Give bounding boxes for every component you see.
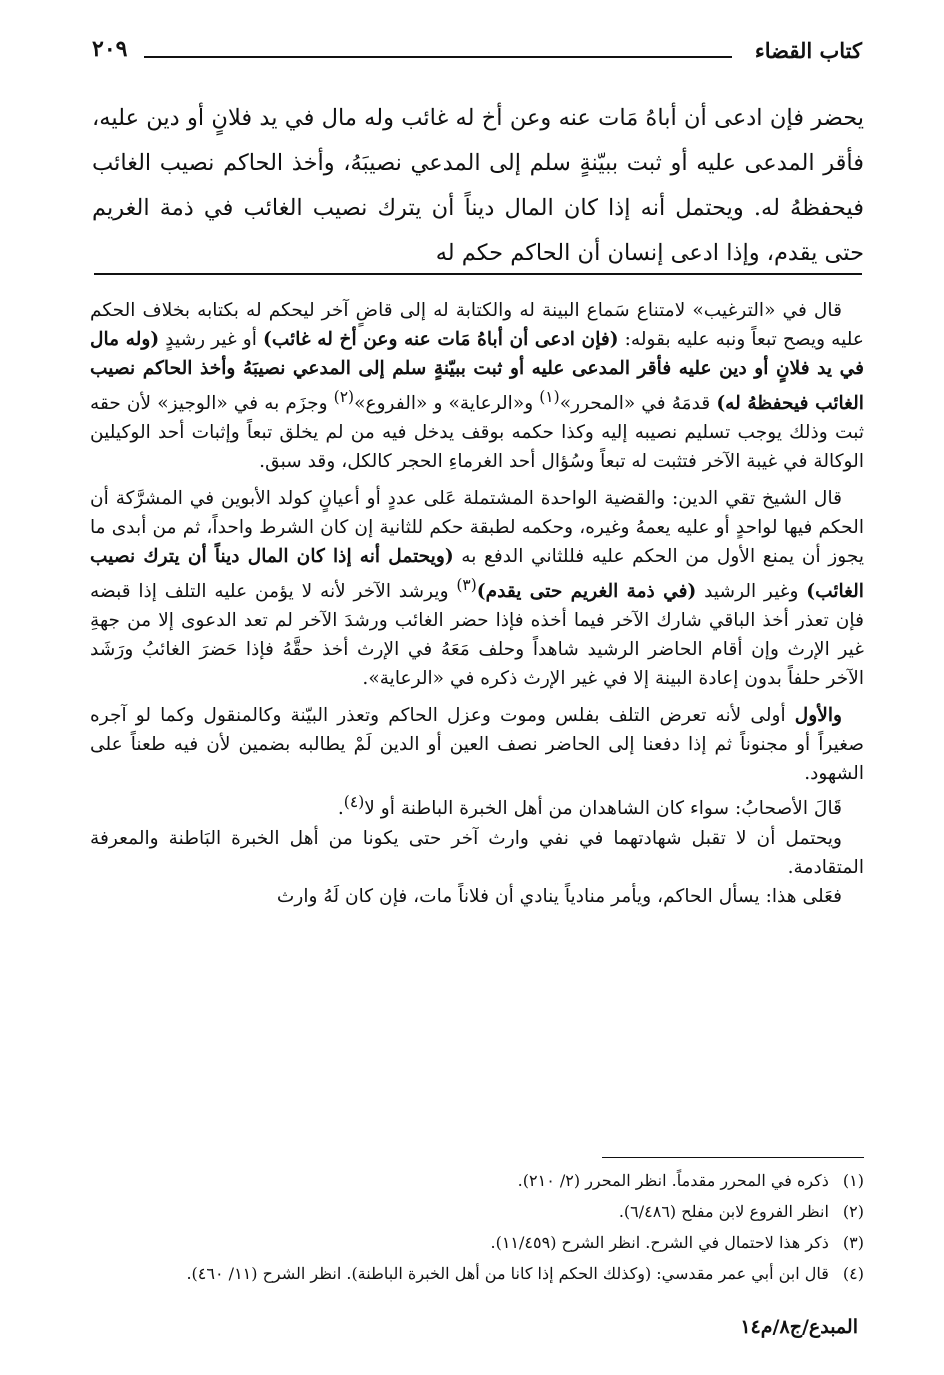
commentary xyxy=(90,296,864,911)
quoted-matn: (وله مال في يد فلانٍ أو دين عليه فأقر المدعى عليه أو ثبت ببيّنةٍ سلم إلى المدعي نصيبَهُ وأخذ الحاكم نصيب الغائب فيحفظهُ له) xyxy=(90,329,864,415)
page-header xyxy=(92,34,862,70)
footnote-ref: (٣) xyxy=(456,576,477,595)
footnote: (١) ذكره في المحرر مقدماً. انظر المحرر (٢/ ٢١٠). xyxy=(517,1171,864,1190)
chapter-title: كتاب القضاء xyxy=(754,38,862,63)
footnote-ref: (١) xyxy=(539,388,560,406)
main-text: يحضر فإن ادعى أن أباهُ مَات عنه وعن أخ له غائب وله مال في يد فلانٍ أو دين عليه، فأقر المدعى عليه أو ثبت ببيّنةٍ سلم إلى المدعي نصيبَهُ، وأخذ الحاكم نصيب الغائب فيحفظهُ له. ويحتمل أنه إذا كان المال ديناً أن يترك نصيب الغائب في ذمة الغريم حتى يقدم، وإذا ادعى إنسان أن الحاكم حكم له xyxy=(92,105,864,266)
commentary-paragraph: قال في «الترغيب» لامتناع سَماع البينة له والكتابة له إلى قاضٍ آخر ليحكم له بكتابه بخلاف الحكم عليه ويصح تبعاً ونبه عليه بقوله: (فإن ادعى أن أباهُ مَات عنه وعن أخ له غائب) أو غير رشيدٍ (وله مال في يد فلانٍ أو دين عليه فأقر المدعى عليه أو ثبت ببيّنةٍ سلم إلى المدعي نصيبَهُ وأخذ الحاكم نصيب الغائب فيحفظهُ له) قدمَهُ في «المحرر»$^{(١)}$ و«الرعاية» و «الفروع»$^{(٢)}$ وجزَم به في «الوجيز» لأن حقه ثبت وذلك يوجب تسليم نصيبه إليه وكذا حكمه بوقف يدخل فيه من لم يخلق تبعاً وإثبات أحد الوكيلين الوكالة في غيبة الآخر فتثبت له تبعاً وسُؤال أحد الغرماءِ الحجر كالكل، وقد سبق. xyxy=(90,300,864,473)
footnote: (٤) قال ابن أبي عمر مقدسي: (وكذلك الحكم إذا كانا من أهل الخبرة الباطنة). انظر الشرح (١١/ ٤٦٠). xyxy=(186,1264,864,1283)
commentary-paragraph: قال الشيخ تقي الدين: والقضية الواحدة المشتملة عَلى عددٍ أو أعيانٍ كولد الأبوين في المشرَّكة أن الحكم فيها لواحدٍ أو عليه يعمهُ وغيره، وحكمه لطبقة حكم للثانية إن كان الشرط واحداً، ثم من أبدى ما يجوز أن يمنع الأول من الحكم عليه فللثاني الدفع به (ويحتمل أنه إذا كان المال ديناً أن يترك نصيب الغائب) وغير الرشيد (في ذمة الغريم حتى يقدم)$^{(٣)}$ ويرشد الآخر لأنه لا يؤمن عليه التلف إذا قبضه فإن تعذر أخذ الباقي شارك الآخر فيما أخذه فإذا حضر الغائب ورشدَ الآخر لم تعد الدعوى إلا من جهةِ غير الإرث وإن أقام الحاضر الرشيد شاهداً وحلف مَعَهُ في الإرث أخذ حقَّهُ فإذا حَضرَ الغائبُ ورَشَد الآخر حلفاً بدون إعادة البينة إلا في غير الإرث ذكره في «الرعاية». xyxy=(90,488,864,690)
footnote-ref: (٢) xyxy=(333,388,355,406)
header-rule xyxy=(144,56,732,58)
text-separator xyxy=(94,273,862,275)
quoted-matn: والأول xyxy=(794,705,842,727)
commentary-paragraph: قَالَ الأصحابُ: سواء كان الشاهدان من أهل الخبرة الباطنة أو لا$^{(٤)}$. xyxy=(337,793,842,820)
commentary-paragraph: والأول أولى لأنه تعرض التلف بفلس وموت وعزل الحاكم وتعذر البيّنة وكالمنقول وكما لو آجره صغيراً أو مجنوناً ثم إذا دفعنا إلى الحاضر نصف العين أو الدين لَمْ يطالبه بضمين لأن فيه طعناً على الشهود. xyxy=(90,705,864,785)
quoted-matn: (ويحتمل أنه إذا كان المال ديناً أن يترك نصيب الغائب) xyxy=(90,546,864,603)
footnote-ref: (٤) xyxy=(343,793,365,812)
commentary-paragraph: فعَلى هذا: يسأل الحاكم، ويأمر منادياً ينادي أن فلاناً مات، فإن كان لَهُ وارث xyxy=(276,885,842,907)
page-number: ٢٠٩ xyxy=(92,36,128,62)
footnote: (٢) انظر الفروع لابن مفلح (٦/٤٨٦). xyxy=(618,1202,864,1221)
quoted-matn: (في ذمة الغريم حتى يقدم) xyxy=(476,581,697,603)
quoted-matn: (فإن ادعى أن أباهُ مَات عنه وعن أخ له غائب) xyxy=(263,329,619,350)
footnote-rule xyxy=(602,1157,864,1158)
footnotes xyxy=(90,1165,864,1289)
footnote: (٣) ذكر هذا لاحتمال في الشرح. انظر الشرح (١١/٤٥٩). xyxy=(490,1233,864,1252)
printer-signature: المبدع/ج٨/م١٤ xyxy=(740,1316,858,1338)
commentary-paragraph: ويحتمل أن لا تقبل شهادتهما في نفي وارث آخر حتى يكونا من أهل الخبرة البَاطنة والمعرفة المتقادمة. xyxy=(90,827,864,878)
